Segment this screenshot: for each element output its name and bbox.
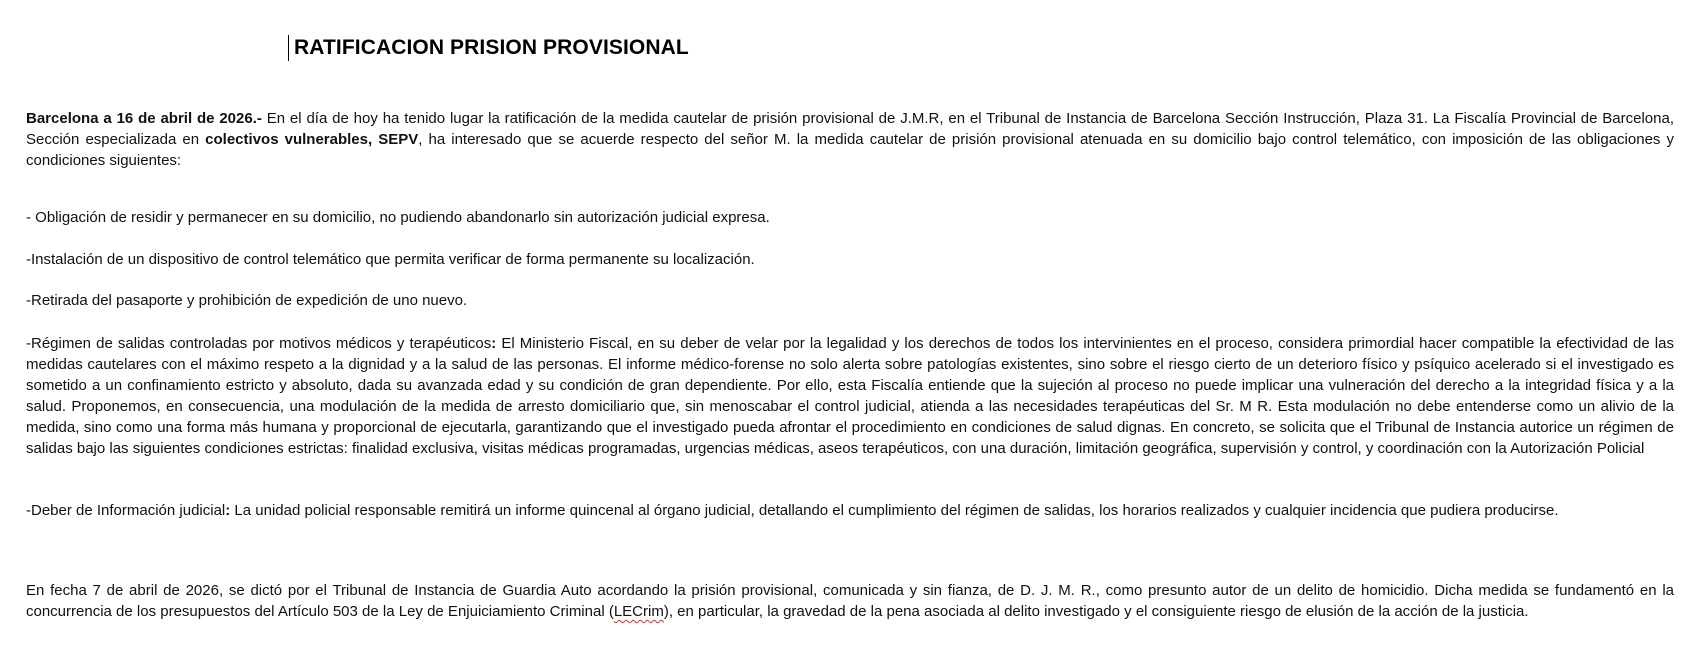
- salidas-lead: -Régimen de salidas controladas por motivos médicos y terapéuticos: [26, 335, 492, 352]
- informacion-colon: :: [225, 502, 231, 519]
- spellcheck-flagged-word[interactable]: LECrim: [613, 603, 664, 620]
- closing-text-a: En fecha 7 de abril de 2026, se dictó por el Tribunal de Instancia de Guardia Auto acordando la prisión provisional, comunicada y sin fianza, de D. J. M. R., como presunto autor de un delito de homicidio. Dicha medida se fundamentó en la concurrencia de los presupuestos del Artículo 503 de la Ley de Enjuiciamiento Criminal (: [26, 582, 1674, 620]
- informacion-paragraph[interactable]: [26, 500, 1674, 521]
- salidas-colon: :: [491, 335, 497, 352]
- intro-text-a: En el día de hoy ha tenido lugar la ratificación de la medida cautelar de prisión provisional de J.M.R, en el Tribunal de Instancia de Barcelona Sección Instrucción, Plaza 31. La Fiscalía Provincial de Barcelona, Sección especializada en: [26, 110, 1674, 148]
- condition-item[interactable]: - Obligación de residir y permanecer en su domicilio, no pudiendo abandonarlo sin autorización judicial expresa.: [26, 209, 770, 226]
- date-lead: Barcelona a 16 de abril de 2026.-: [26, 110, 262, 127]
- closing-text-b: ), en particular, la gravedad de la pena asociada al delito investigado y el consiguiente riesgo de elusión de la acción de la justicia.: [663, 603, 1529, 620]
- document-page: [26, 0, 1674, 655]
- document-title[interactable]: RATIFICACION PRISION PROVISIONAL: [294, 36, 689, 59]
- intro-paragraph[interactable]: [26, 108, 1674, 171]
- condition-item[interactable]: -Retirada del pasaporte y prohibición de expedición de uno nuevo.: [26, 292, 468, 309]
- salidas-paragraph[interactable]: [26, 333, 1674, 459]
- text-cursor: [288, 35, 289, 61]
- intro-text-b: , ha interesado que se acuerde respecto del señor M. la medida cautelar de prisión provisional atenuada en su domicilio bajo control telemático, con imposición de las obligaciones y condiciones siguientes:: [26, 131, 1674, 169]
- informacion-text: La unidad policial responsable remitirá un informe quincenal al órgano judicial, detallando el cumplimiento del régimen de salidas, los horarios realizados y cualquier incidencia que pudiera producirse.: [230, 502, 1559, 519]
- closing-paragraph[interactable]: [26, 580, 1674, 622]
- title-line: [288, 33, 689, 63]
- condition-item[interactable]: -Instalación de un dispositivo de control telemático que permita verificar de forma permanente su localización.: [26, 251, 755, 268]
- salidas-text: El Ministerio Fiscal, en su deber de velar por la legalidad y los derechos de todos los intervinientes en el proceso, considera primordial hacer compatible la efectividad de las medidas cautelares con el máximo respeto a la dignidad y a la salud de las personas. El informe médico-forense no solo alerta sobre patologías existentes, sino sobre el riesgo cierto de un deterioro físico y psíquico acelerado si el investigado es sometido a un confinamiento estricto y absoluto, dada su avanzada edad y su condición de gran dependiente. Por ello, esta Fiscalía entiende que la sujeción al proceso no puede implicar una vulneración del derecho a la integridad física y a la salud. Proponemos, en consecuencia, una modulación de la medida de arresto domiciliario que, sin menoscabar el control judicial, atienda a las necesidades terapéuticas del Sr. M R. Esta modulación no debe entenderse como un alivio de la medida, sino como una forma más humana y proporcional de ejecutarla, garantizando que el investigado pueda afrontar el procedimiento en condiciones de salud dignas. En concreto, se solicita que el Tribunal de Instancia autorice un régimen de salidas bajo las siguientes condiciones estrictas: finalidad exclusiva, visitas médicas programadas, urgencias médicas, aseos terapéuticos, con una duración, limitación geográfica, supervisión y control, y coordinación con la Autorización Policial: [26, 335, 1674, 457]
- informacion-lead: -Deber de Información judicial: [26, 502, 226, 519]
- intro-bold-section: colectivos vulnerables, SEPV: [205, 131, 419, 148]
